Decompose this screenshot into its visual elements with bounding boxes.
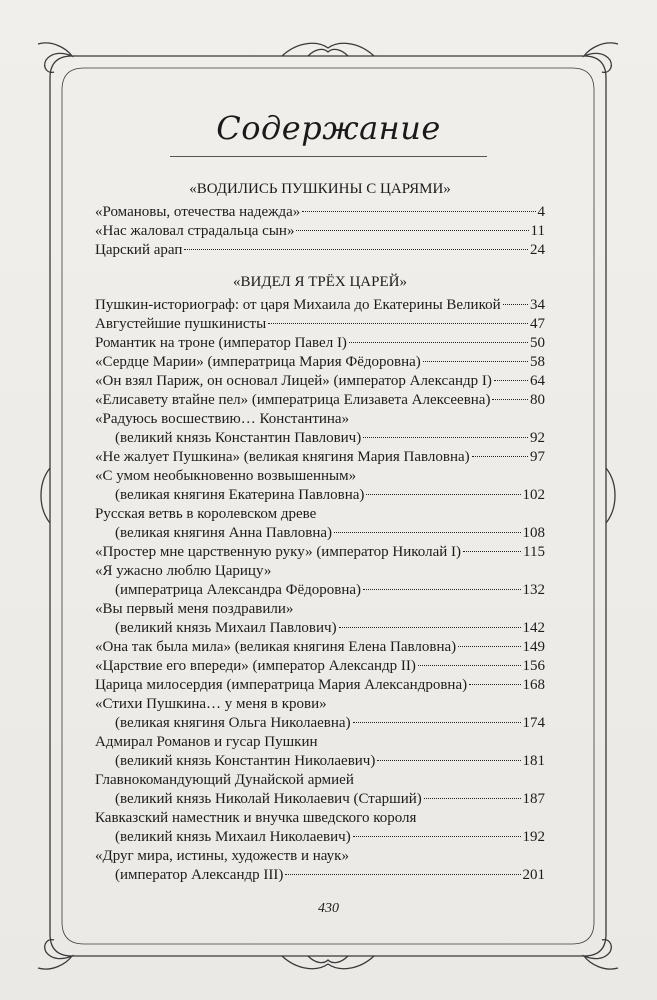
toc-entry-subtitle: (император Александр III) — [115, 867, 284, 883]
toc-entry-page: 149 — [522, 639, 545, 655]
toc-entry — [95, 467, 545, 505]
dot-leader — [366, 494, 520, 495]
toc-entry-title: «Я ужасно люблю Царицу» — [95, 563, 272, 579]
toc-entry-subtitle: (великая княгиня Ольга Николаевна) — [115, 715, 351, 731]
dot-leader — [296, 230, 528, 231]
title-underline — [170, 156, 487, 157]
dot-leader — [334, 532, 520, 533]
dot-leader — [492, 399, 528, 400]
dot-leader — [377, 760, 520, 761]
toc-entry — [95, 448, 545, 467]
table-of-contents — [95, 179, 545, 885]
toc-entry-page: 156 — [522, 658, 545, 674]
toc-entry-title: Пушкин-историограф: от царя Михаила до Екатерины Великой — [95, 297, 501, 313]
toc-entry-title: «Сердце Марии» (императрица Мария Фёдоровна) — [95, 354, 421, 370]
toc-entry-page: 115 — [523, 544, 545, 560]
dot-leader — [424, 798, 521, 799]
toc-entry — [95, 296, 545, 315]
toc-entry — [95, 353, 545, 372]
toc-entry-title: «Романовы, отечества надежда» — [95, 204, 301, 220]
toc-entry — [95, 334, 545, 353]
toc-entry-title: Романтик на троне (император Павел I) — [95, 335, 347, 351]
toc-entry-page: 192 — [522, 829, 545, 845]
page-title: Содержание — [216, 109, 441, 147]
toc-entry-subtitle: (великий князь Константин Николаевич) — [115, 753, 376, 769]
toc-entry-page: 97 — [530, 449, 545, 465]
dot-leader — [463, 551, 521, 552]
toc-entry-title: «Не жалует Пушкина» (великая княгиня Мария Павловна) — [95, 449, 470, 465]
toc-entry — [95, 809, 545, 847]
toc-entry — [95, 543, 545, 562]
section-heading: «ВОДИЛИСЬ ПУШКИНЫ С ЦАРЯМИ» — [189, 181, 451, 197]
toc-entry — [95, 372, 545, 391]
toc-entry-title: «Она так была мила» (великая княгиня Елена Павловна) — [95, 639, 457, 655]
dot-leader — [363, 589, 520, 590]
toc-entry — [95, 733, 545, 771]
dot-leader — [472, 456, 528, 457]
toc-entry-page: 58 — [530, 354, 545, 370]
dot-leader — [353, 722, 521, 723]
dot-leader — [349, 342, 528, 343]
toc-entry-subtitle: (великий князь Константин Павлович) — [115, 430, 362, 446]
toc-entry — [95, 222, 545, 241]
toc-entry — [95, 676, 545, 695]
toc-entry-page: 64 — [530, 373, 545, 389]
toc-entry-title: «Простер мне царственную руку» (император Николай I) — [95, 544, 461, 560]
toc-entry-title: Царица милосердия (императрица Мария Александровна) — [95, 677, 468, 693]
toc-entry — [95, 657, 545, 676]
toc-entry — [95, 505, 545, 543]
toc-entry — [95, 241, 545, 260]
toc-entry-title: «Нас жаловал страдальца сын» — [95, 223, 295, 239]
toc-entry-page: 142 — [522, 620, 545, 636]
dot-leader — [339, 627, 521, 628]
dot-leader — [469, 684, 520, 685]
toc-entry-page: 11 — [530, 223, 545, 239]
dot-leader — [458, 646, 520, 647]
dot-leader — [285, 874, 520, 875]
dot-leader — [423, 361, 528, 362]
toc-entry-page: 108 — [522, 525, 545, 541]
toc-entry — [95, 638, 545, 657]
toc-entry-title: «Он взял Париж, он основал Лицей» (император Александр I) — [95, 373, 492, 389]
toc-entry-page: 174 — [522, 715, 545, 731]
toc-entry-subtitle: (великая княгиня Екатерина Павловна) — [115, 487, 365, 503]
toc-entry — [95, 315, 545, 334]
toc-entry-title: Царский арап — [95, 242, 183, 258]
dot-leader — [184, 249, 528, 250]
dot-leader — [503, 304, 528, 305]
toc-entry-title: Русская ветвь в королевском древе — [95, 506, 317, 522]
toc-entry-page: 4 — [537, 204, 545, 220]
toc-entry-page: 187 — [522, 791, 545, 807]
toc-entry-page: 92 — [530, 430, 545, 446]
toc-entry — [95, 562, 545, 600]
toc-entry-page: 34 — [530, 297, 545, 313]
dot-leader — [302, 211, 535, 212]
toc-entry-title: «С умом необыкновенно возвышенным» — [95, 468, 357, 484]
toc-entry-subtitle: (великий князь Михаил Николаевич) — [115, 829, 351, 845]
toc-entry-title: «Вы первый меня поздравили» — [95, 601, 294, 617]
toc-entry-page: 24 — [530, 242, 545, 258]
section-heading: «ВИДЕЛ Я ТРЁХ ЦАРЕЙ» — [233, 274, 407, 290]
toc-entry-subtitle: (великий князь Николай Николаевич (Старший) — [115, 791, 422, 807]
toc-entry-subtitle: (великая княгиня Анна Павловна) — [115, 525, 333, 541]
toc-entry-title: «Стихи Пушкина… у меня в крови» — [95, 696, 327, 712]
toc-entry — [95, 410, 545, 448]
toc-entry-page: 181 — [522, 753, 545, 769]
toc-entry-page: 168 — [522, 677, 545, 693]
toc-entry-title: Кавказский наместник и внучка шведского короля — [95, 810, 417, 826]
toc-entry-title: Главнокомандующий Дунайской армией — [95, 772, 354, 788]
dot-leader — [494, 380, 528, 381]
toc-entry-page: 80 — [530, 392, 545, 408]
toc-entry — [95, 203, 545, 222]
dot-leader — [268, 323, 528, 324]
toc-entry-page: 102 — [522, 487, 545, 503]
page-number: 430 — [318, 901, 339, 916]
toc-entry-subtitle: (императрица Александра Фёдоровна) — [115, 582, 362, 598]
toc-entry — [95, 391, 545, 410]
toc-entry-title: Августейшие пушкинисты — [95, 316, 267, 332]
toc-entry — [95, 695, 545, 733]
toc-entry-subtitle: (великий князь Михаил Павлович) — [115, 620, 337, 636]
toc-entry — [95, 771, 545, 809]
toc-entry-page: 47 — [530, 316, 545, 332]
dot-leader — [363, 437, 528, 438]
toc-entry-title: Адмирал Романов и гусар Пушкин — [95, 734, 318, 750]
dot-leader — [353, 836, 521, 837]
toc-entry-page: 201 — [522, 867, 545, 883]
toc-entry — [95, 600, 545, 638]
toc-entry-page: 132 — [522, 582, 545, 598]
toc-entry — [95, 847, 545, 885]
toc-entry-title: «Радуюсь восшествию… Константина» — [95, 411, 350, 427]
toc-entry-page: 50 — [530, 335, 545, 351]
toc-entry-title: «Елисавету втайне пел» (императрица Елизавета Алексеевна) — [95, 392, 491, 408]
toc-entry-title: «Друг мира, истины, художеств и наук» — [95, 848, 349, 864]
dot-leader — [418, 665, 521, 666]
toc-entry-title: «Царствие его впереди» (император Александр II) — [95, 658, 416, 674]
